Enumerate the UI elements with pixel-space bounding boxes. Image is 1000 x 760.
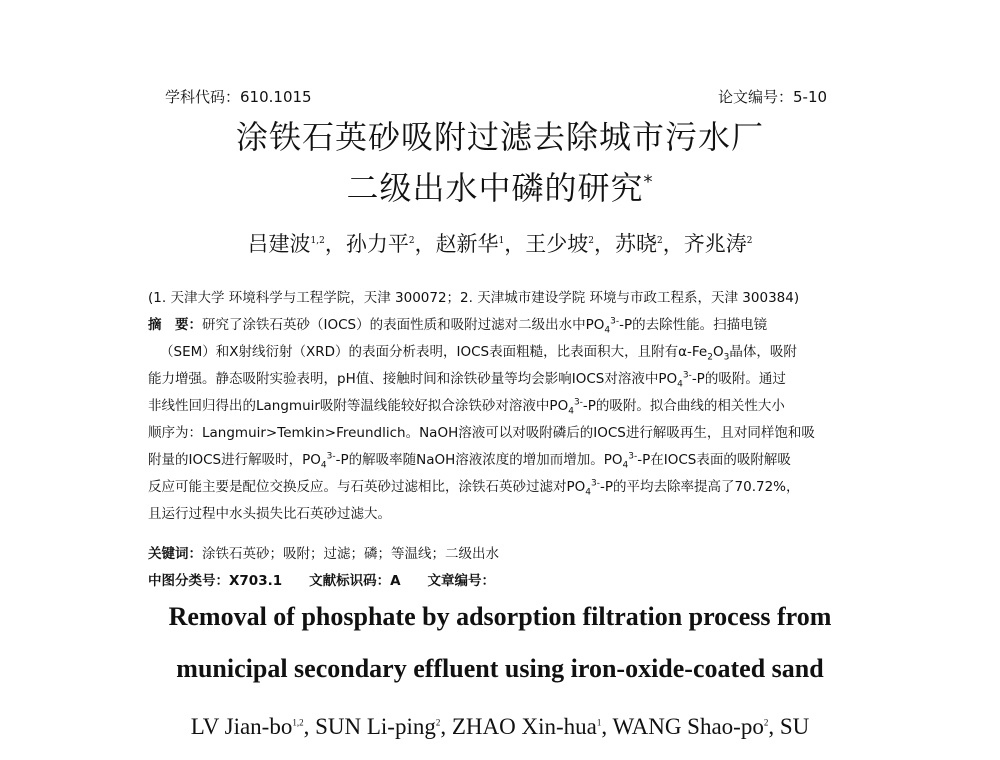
author-affiliation: 1 [498, 236, 505, 246]
text-run: 涂铁石英砂；吸附；过滤；磷；等温线；二级出水 [202, 546, 499, 562]
english-title-line-1: Removal of phosphate by adsorption filtration process from [168, 602, 832, 631]
text-run: 非线性回归得出的Langmuir吸附等温线能较好拟合涂铁砂对溶液中PO [148, 398, 569, 414]
author-separator: ， [504, 232, 526, 256]
abstract-line [148, 502, 391, 522]
author-separator: ， [594, 232, 616, 256]
superscript: 3- [628, 451, 638, 462]
text-run: -P的吸附。通过 [691, 371, 786, 387]
author-separator: ， [662, 232, 684, 256]
author-name: 齐兆涛 [683, 232, 747, 256]
text-run: 关键词： [148, 546, 202, 562]
text-run: O [712, 344, 724, 360]
abstract-line [148, 448, 791, 471]
author-name: 吕建波 [247, 232, 311, 256]
subscript: 4 [604, 325, 611, 336]
author-affiliation: 1,2 [292, 717, 304, 728]
subscript: 2 [707, 352, 713, 363]
text-run: 能力增强。静态吸附实验表明，pH值、接触时间和涂铁砂量等均会影响IOCS对溶液中PO [148, 371, 678, 387]
subscript: 4 [568, 406, 574, 417]
author-affiliation: 2 [763, 717, 769, 728]
text-run: 晶体，吸附 [729, 344, 797, 360]
author-name: SU [779, 714, 810, 739]
text-run: -P在IOCS表面的吸附解吸 [637, 452, 791, 468]
text-run: -P的平均去除率提高了70.72%， [600, 479, 800, 495]
title-line-1: 涂铁石英砂吸附过滤去除城市污水厂 [235, 118, 764, 156]
author-name: ZHAO Xin-hua [451, 714, 597, 739]
author-separator: , [440, 714, 452, 739]
abstract-line [148, 367, 786, 390]
text-run: 反应可能主要是配位交换反应。与石英砂过滤相比，涂铁石英砂过滤对PO [148, 479, 586, 495]
title-footnote-mark: * [643, 171, 654, 193]
author-affiliation: 1,2 [310, 236, 325, 246]
author-affiliation: 2 [746, 236, 753, 246]
abstract-line [148, 475, 800, 498]
abstract-line [148, 421, 815, 441]
author-separator: ， [324, 232, 346, 256]
abstract-line [148, 542, 499, 562]
author-affiliation: 1 [596, 717, 602, 728]
text-run: -P的吸附。拟合曲线的相关性大小 [582, 398, 785, 414]
author-affiliation: 2 [588, 236, 595, 246]
author-name: 苏晓 [615, 232, 658, 256]
author-name: WANG Shao-po [612, 714, 764, 739]
superscript: 3- [682, 370, 692, 381]
abstract-line [148, 286, 799, 306]
author-affiliation: 2 [657, 236, 663, 246]
superscript: 3- [610, 316, 620, 327]
paper-number: 论文编号：5-10 [718, 88, 828, 106]
subscript: 4 [585, 487, 592, 498]
author-affiliation: 2 [435, 717, 441, 728]
abstract-line [148, 394, 785, 417]
text-run: -P的去除性能。扫描电镜 [619, 317, 768, 333]
subscript: 4 [622, 460, 629, 471]
text-run: 中图分类号：X703.1 文献标识码：A 文章编号： [148, 573, 496, 589]
superscript: 3- [326, 451, 336, 462]
text-run: 摘 要： [148, 317, 202, 333]
author-name: 赵新华 [435, 232, 499, 256]
abstract-line [148, 313, 768, 336]
author-name: LV Jian-bo [190, 714, 293, 739]
author-separator: , [601, 714, 613, 739]
authors-cn [0, 228, 1000, 258]
subscript: 3 [723, 352, 730, 363]
abstract-line [148, 569, 495, 589]
title-line-2 [0, 163, 1000, 209]
author-separator: , [303, 714, 316, 739]
superscript: 3- [591, 478, 600, 489]
text-run: -P的解吸率随NaOH溶液浓度的增加而增加。PO [335, 452, 623, 468]
english-title-line-2: municipal secondary effluent using iron-oxide-coated sand [176, 654, 824, 683]
subscript: 4 [320, 460, 327, 471]
author-separator: ， [414, 232, 436, 256]
text-run: 且运行过程中水头损失比石英砂过滤大。 [148, 506, 391, 522]
text-run: 顺序为：Langmuir>Temkin>Freundlich。NaOH溶液可以对吸附磷后的IOCS进行解吸再生，且对同样饱和吸 [148, 425, 815, 441]
text-run: （SEM）和X射线衍射（XRD）的表面分析表明，IOCS表面粗糙，比表面积大，且附有α-Fe [160, 344, 708, 360]
text-run: 研究了涂铁石英砂（IOCS）的表面性质和吸附过滤对二级出水中PO [202, 317, 605, 333]
author-name: 王少坡 [525, 232, 589, 256]
authors-en [0, 714, 1000, 740]
author-affiliation: 2 [408, 236, 415, 246]
text-run: (1. 天津大学 环境科学与工程学院，天津 300072；2. 天津城市建设学院 环境与市政工程系，天津 300384) [148, 290, 800, 306]
abstract-line [160, 340, 797, 363]
subscript: 4 [677, 379, 683, 390]
superscript: 3- [573, 397, 583, 408]
author-separator: , [768, 714, 780, 739]
subject-code: 学科代码：610.1015 [165, 88, 312, 106]
text-run: 附量的IOCS进行解吸时，PO [148, 452, 321, 468]
author-name: SUN Li-ping [315, 714, 436, 739]
author-name: 孙力平 [345, 232, 409, 256]
title-line-2-text: 二级出水中磷的研究 [346, 169, 644, 207]
